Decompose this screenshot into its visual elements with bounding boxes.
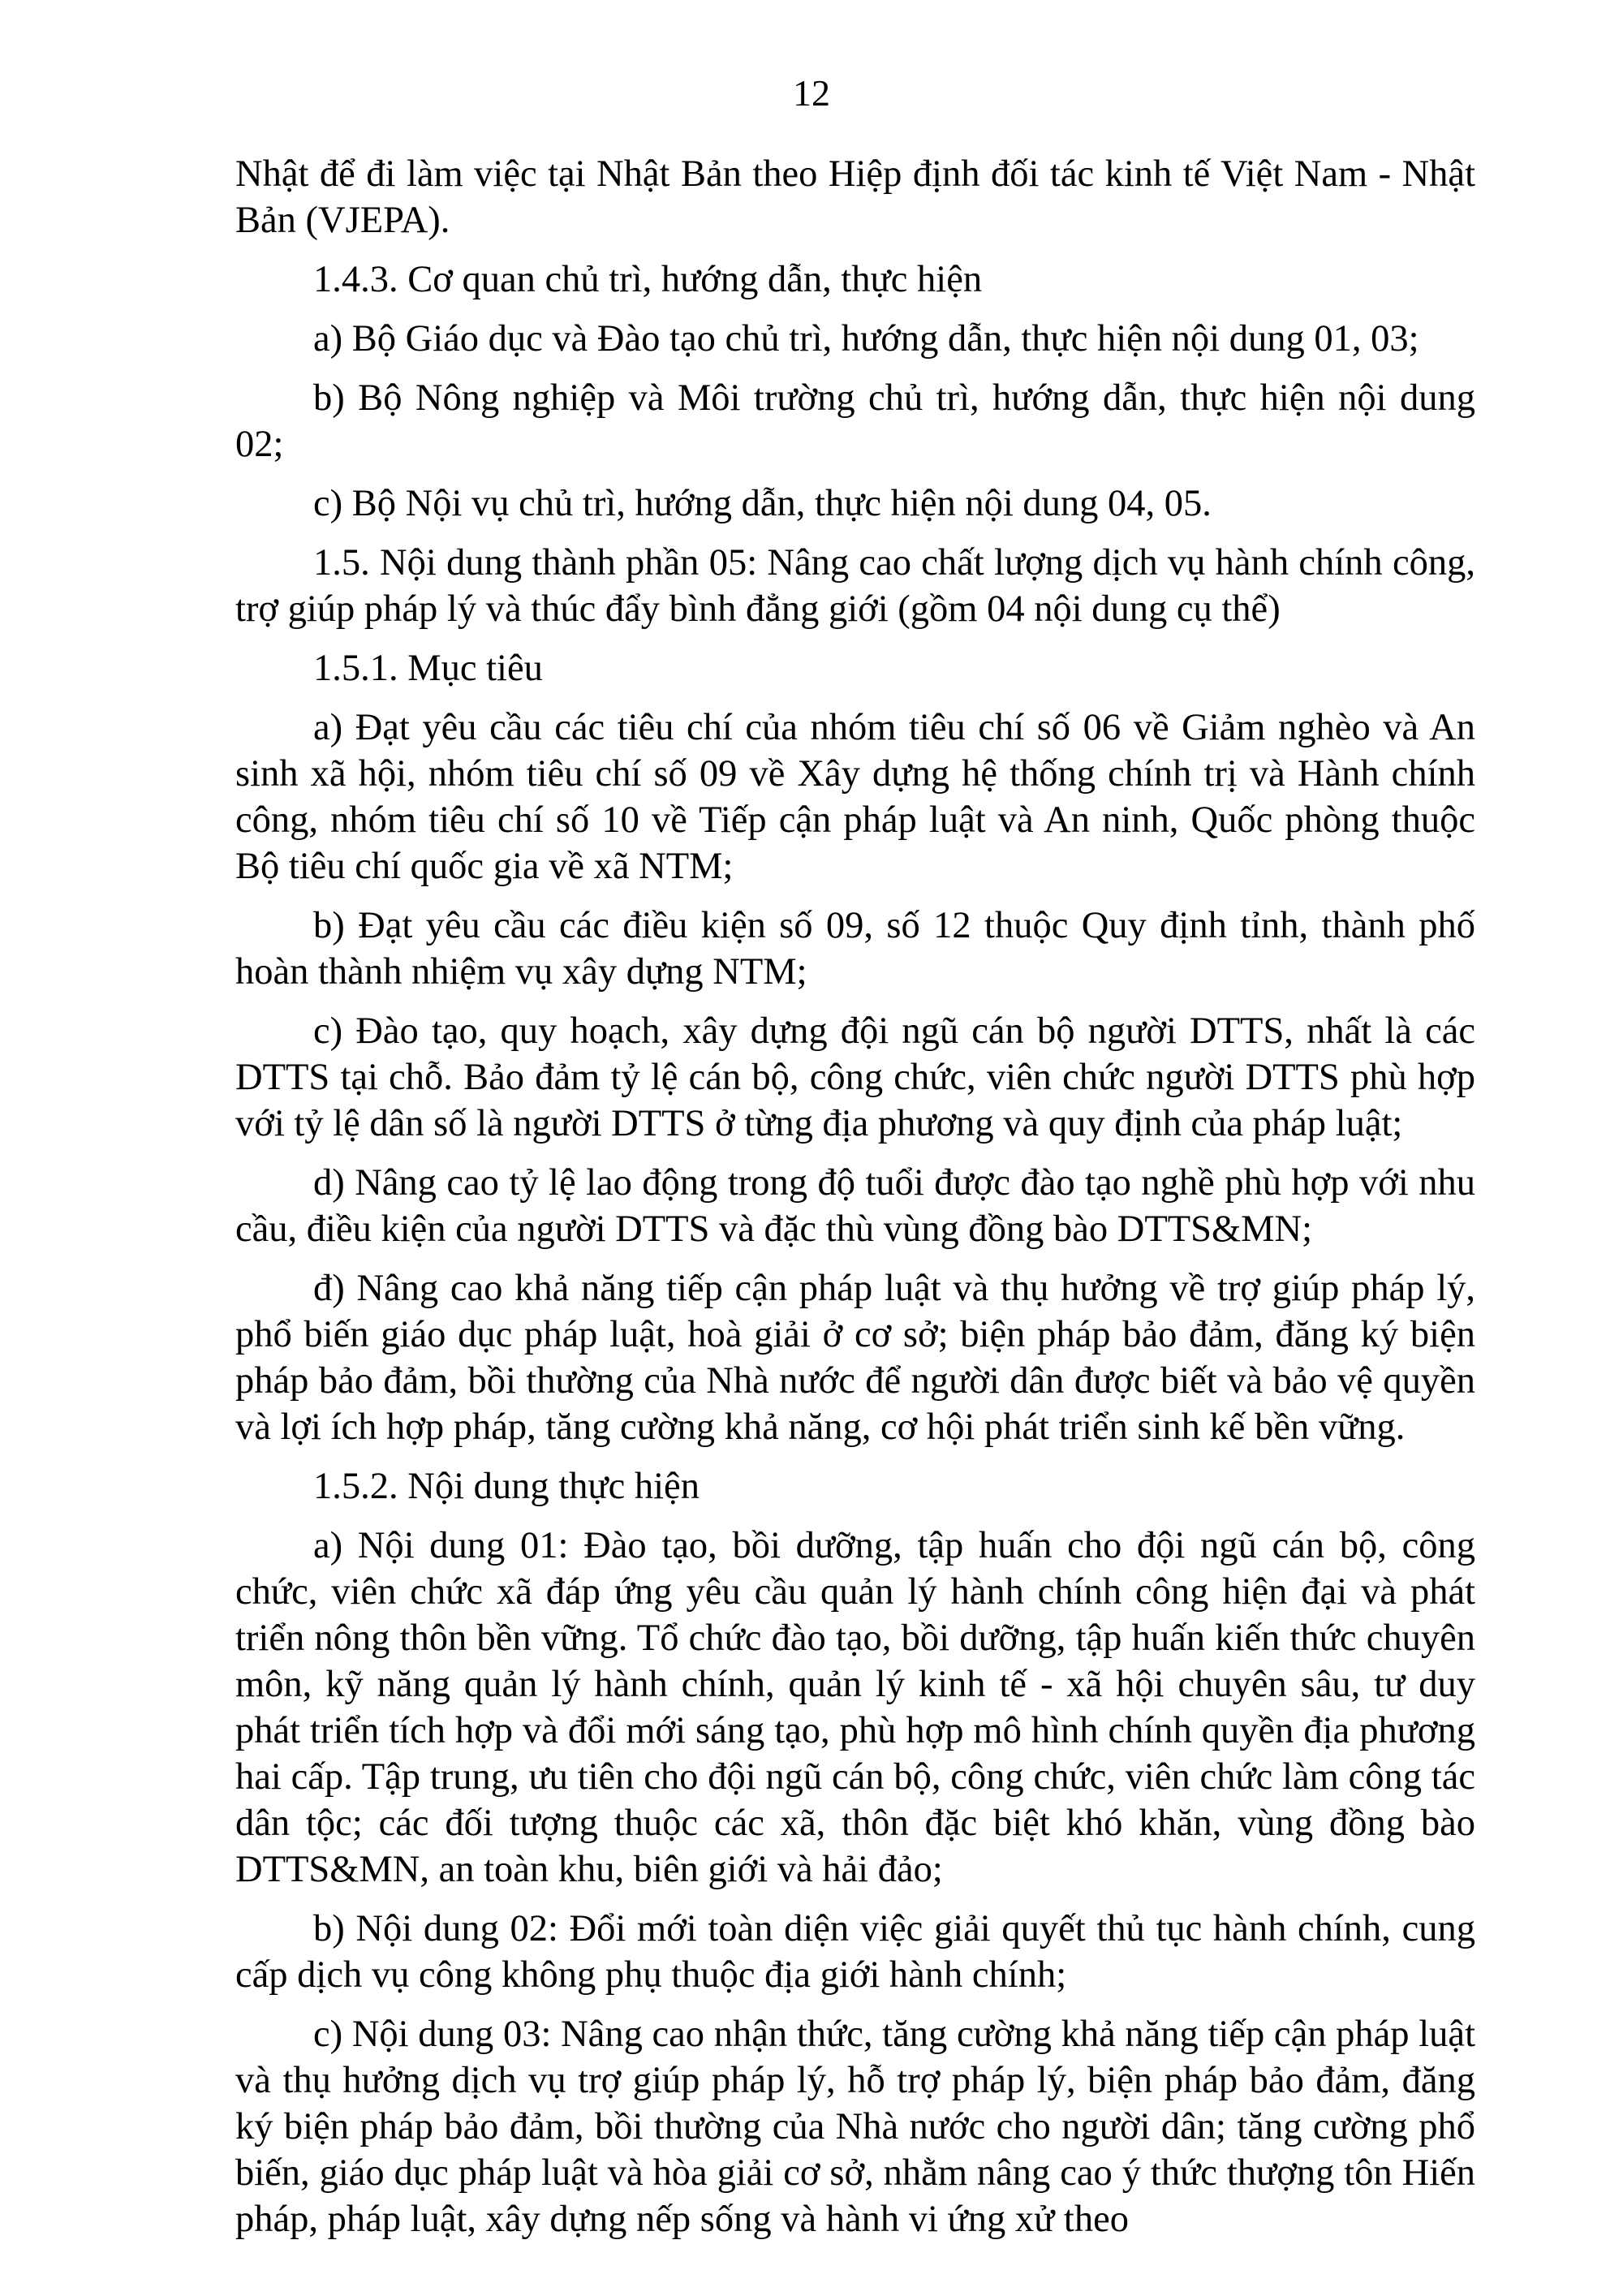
paragraph-1-5-2-b: b) Nội dung 02: Đổi mới toàn diện việc giải quyết thủ tục hành chính, cung cấp dịch vụ công không phụ thuộc địa giới hành chính;	[235, 1908, 1475, 1996]
heading-1-4-3: 1.4.3. Cơ quan chủ trì, hướng dẫn, thực hiện	[313, 259, 983, 300]
paragraph-1-4-3-c: c) Bộ Nội vụ chủ trì, hướng dẫn, thực hiện nội dung 04, 05.	[313, 483, 1212, 524]
paragraph-1-4-3-a: a) Bộ Giáo dục và Đào tạo chủ trì, hướng dẫn, thực hiện nội dung 01, 03;	[313, 318, 1419, 360]
paragraph-1-5-1-d: d) Nâng cao tỷ lệ lao động trong độ tuổi được đào tạo nghề phù hợp với nhu cầu, điều kiện của người DTTS và đặc thù vùng đồng bào DTTS&MN;	[235, 1162, 1475, 1250]
paragraph-1-4-3-b: b) Bộ Nông nghiệp và Môi trường chủ trì, hướng dẫn, thực hiện nội dung 02;	[235, 377, 1475, 465]
paragraph-1-5-2-a: a) Nội dung 01: Đào tạo, bồi dưỡng, tập huấn cho đội ngũ cán bộ, công chức, viên chức xã đáp ứng yêu cầu quản lý hành chính công hiện đại và phát triển nông thôn bền vững. Tổ chức đào tạo, bồi dưỡng, tập huấn kiến thức chuyên môn, kỹ năng quản lý hành chính, quản lý kinh tế - xã hội chuyên sâu, tư duy phát triển tích hợp và đổi mới sáng tạo, phù hợp mô hình chính quyền địa phương hai cấp. Tập trung, ưu tiên cho đội ngũ cán bộ, công chức, viên chức làm công tác dân tộc; các đối tượng thuộc các xã, thôn đặc biệt khó khăn, vùng đồng bào DTTS&MN, an toàn khu, biên giới và hải đảo;	[235, 1525, 1475, 1890]
page-number: 12	[793, 72, 830, 114]
paragraph-1-5-1-a: a) Đạt yêu cầu các tiêu chí của nhóm tiêu chí số 06 về Giảm nghèo và An sinh xã hội, nhóm tiêu chí số 09 về Xây dựng hệ thống chính trị và Hành chính công, nhóm tiêu chí số 10 về Tiếp cận pháp luật và An ninh, Quốc phòng thuộc Bộ tiêu chí quốc gia về xã NTM;	[235, 707, 1475, 887]
paragraph-1-5-1-c: c) Đào tạo, quy hoạch, xây dựng đội ngũ cán bộ người DTTS, nhất là các DTTS tại chỗ. Bảo đảm tỷ lệ cán bộ, công chức, viên chức người DTTS phù hợp với tỷ lệ dân số là người DTTS ở từng địa phương và quy định của pháp luật;	[235, 1010, 1475, 1144]
paragraph-continuation: Nhật để đi làm việc tại Nhật Bản theo Hiệp định đối tác kinh tế Việt Nam - Nhật Bản (VJEPA).	[235, 153, 1475, 241]
paragraph-1-5-1-b: b) Đạt yêu cầu các điều kiện số 09, số 12 thuộc Quy định tỉnh, thành phố hoàn thành nhiệm vụ xây dựng NTM;	[235, 905, 1475, 993]
heading-1-5: 1.5. Nội dung thành phần 05: Nâng cao chất lượng dịch vụ hành chính công, trợ giúp pháp lý và thúc đẩy bình đẳng giới (gồm 04 nội dung cụ thể)	[235, 542, 1475, 630]
paragraph-1-5-2-c: c) Nội dung 03: Nâng cao nhận thức, tăng cường khả năng tiếp cận pháp luật và thụ hưởng dịch vụ trợ giúp pháp lý, hỗ trợ pháp lý, biện pháp bảo đảm, đăng ký biện pháp bảo đảm, bồi thường của Nhà nước cho người dân; tăng cường phổ biến, giáo dục pháp luật và hòa giải cơ sở, nhằm nâng cao ý thức thượng tôn Hiến pháp, pháp luật, xây dựng nếp sống và hành vi ứng xử theo	[235, 2014, 1475, 2240]
heading-1-5-2: 1.5.2. Nội dung thực hiện	[313, 1466, 700, 1507]
heading-1-5-1: 1.5.1. Mục tiêu	[313, 648, 543, 689]
document-body	[235, 151, 1475, 2242]
paragraph-1-5-1-dd: đ) Nâng cao khả năng tiếp cận pháp luật và thụ hưởng về trợ giúp pháp lý, phổ biến giáo dục pháp luật, hoà giải ở cơ sở; biện pháp bảo đảm, đăng ký biện pháp bảo đảm, bồi thường của Nhà nước để người dân được biết và bảo vệ quyền và lợi ích hợp pháp, tăng cường khả năng, cơ hội phát triển sinh kế bền vững.	[235, 1268, 1475, 1448]
